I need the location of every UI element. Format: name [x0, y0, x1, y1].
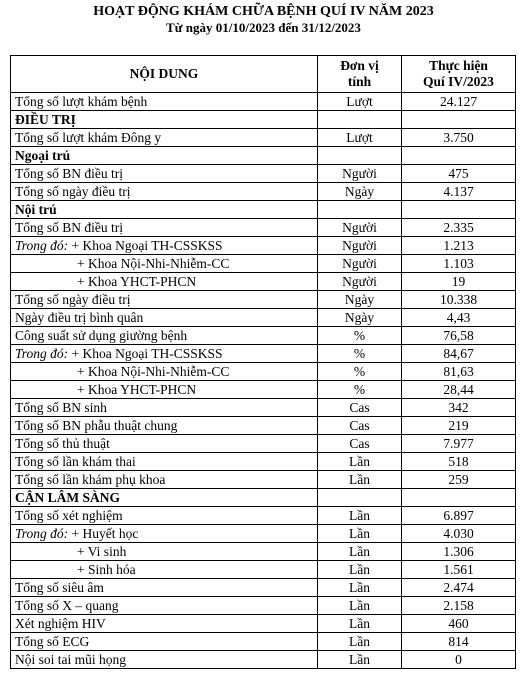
row-label: Ngoại trú: [15, 147, 71, 163]
row-content: [11, 633, 318, 651]
row-unit: Ngày: [318, 309, 402, 327]
section-row: [11, 201, 516, 219]
row-unit: Lần: [318, 507, 402, 525]
row-content: [11, 507, 318, 525]
row-unit: Người: [318, 237, 402, 255]
row-value: 1.561: [402, 561, 516, 579]
row-label: Công suất sử dụng giường bệnh: [15, 327, 188, 343]
row-label: Tổng số ECG: [15, 633, 90, 649]
row-label: + Khoa Nội-Nhi-Nhiễm-CC: [77, 363, 230, 379]
row-content: [11, 183, 318, 201]
row-unit: Cas: [318, 399, 402, 417]
row-unit: [318, 201, 402, 219]
table-row: [11, 525, 516, 543]
row-content: [11, 237, 318, 255]
row-value: 518: [402, 453, 516, 471]
row-unit: Lần: [318, 525, 402, 543]
row-value: 219: [402, 417, 516, 435]
row-label: Ngày điều trị bình quân: [15, 309, 144, 325]
row-unit: Người: [318, 273, 402, 291]
section-row: [11, 489, 516, 507]
row-unit: Cas: [318, 435, 402, 453]
header-value-line2: Quí IV/2023: [423, 74, 494, 89]
table-header-row: [11, 56, 516, 93]
row-value: 2.158: [402, 597, 516, 615]
table-row: [11, 255, 516, 273]
report-title: HOẠT ĐỘNG KHÁM CHỮA BỆNH QUÍ IV NĂM 2023: [93, 4, 434, 19]
row-label: CẬN LÂM SÀNG: [15, 489, 121, 505]
row-value: 0: [402, 651, 516, 669]
row-label: Tổng số X – quang: [15, 597, 119, 613]
table-body: [11, 93, 516, 669]
row-label: Tổng số BN sinh: [15, 399, 107, 415]
table-row: [11, 561, 516, 579]
header-unit-line2: tính: [347, 74, 372, 89]
row-unit: Lượt: [318, 93, 402, 111]
header-value: [402, 56, 516, 93]
row-content: [11, 471, 318, 489]
row-content: [11, 453, 318, 471]
header-value-line1: Thực hiện: [429, 58, 488, 73]
header-content: NỘI DUNG: [11, 56, 318, 93]
row-content: [11, 219, 318, 237]
section-row: [11, 111, 516, 129]
row-unit: Lần: [318, 561, 402, 579]
row-unit: Lần: [318, 597, 402, 615]
table-row: [11, 291, 516, 309]
table-row: [11, 327, 516, 345]
row-value: 2.335: [402, 219, 516, 237]
row-label: Tổng số BN phẫu thuật chung: [15, 417, 178, 433]
row-value: [402, 489, 516, 507]
table-row: [11, 165, 516, 183]
row-content: [11, 561, 318, 579]
table-row: [11, 129, 516, 147]
row-content: [11, 345, 318, 363]
table-row: [11, 93, 516, 111]
row-value: 1.306: [402, 543, 516, 561]
row-content: [11, 327, 318, 345]
row-label: + Khoa Nội-Nhi-Nhiễm-CC: [77, 255, 230, 271]
row-prefix: Trong đó:: [15, 345, 69, 361]
row-label: + Huyết học: [68, 525, 139, 541]
row-value: 475: [402, 165, 516, 183]
row-content: [11, 111, 318, 129]
table-row: [11, 471, 516, 489]
row-label: Tổng số ngày điều trị: [15, 291, 131, 307]
row-content: [11, 255, 318, 273]
row-value: 2.474: [402, 579, 516, 597]
row-unit: %: [318, 345, 402, 363]
row-content: [11, 165, 318, 183]
table-row: [11, 435, 516, 453]
row-value: 259: [402, 471, 516, 489]
table-row: [11, 597, 516, 615]
row-label: Tổng số BN điều trị: [15, 165, 123, 181]
row-label: Tổng số BN điều trị: [15, 219, 123, 235]
table-row: [11, 345, 516, 363]
row-unit: Người: [318, 255, 402, 273]
row-value: 4,43: [402, 309, 516, 327]
row-unit: Lần: [318, 543, 402, 561]
row-content: [11, 579, 318, 597]
row-content: [11, 597, 318, 615]
row-label: Tổng số xét nghiệm: [15, 507, 123, 523]
row-label: + Khoa YHCT-PHCN: [77, 273, 197, 289]
row-unit: Lần: [318, 579, 402, 597]
row-value: 19: [402, 273, 516, 291]
row-unit: [318, 147, 402, 165]
row-content: [11, 615, 318, 633]
row-content: [11, 363, 318, 381]
row-content: [11, 129, 318, 147]
row-unit: Người: [318, 219, 402, 237]
table-row: [11, 219, 516, 237]
table-row: [11, 309, 516, 327]
row-label: Tổng số lượt khám bệnh: [15, 93, 148, 109]
row-content: [11, 651, 318, 669]
row-label: ĐIỀU TRỊ: [15, 111, 76, 127]
row-unit: Lần: [318, 651, 402, 669]
row-value: [402, 111, 516, 129]
row-value: 1.213: [402, 237, 516, 255]
statistics-table: [10, 55, 516, 669]
row-prefix: Trong đó:: [15, 525, 69, 541]
row-value: 1.103: [402, 255, 516, 273]
table-row: [11, 579, 516, 597]
table-row: [11, 453, 516, 471]
row-unit: Lần: [318, 471, 402, 489]
row-unit: Ngày: [318, 183, 402, 201]
row-value: 10.338: [402, 291, 516, 309]
row-content: [11, 147, 318, 165]
row-label: Tổng số ngày điều trị: [15, 183, 131, 199]
row-content: [11, 489, 318, 507]
row-label: + Khoa Ngoại TH-CSSKSS: [68, 237, 223, 253]
row-label: + Khoa Ngoại TH-CSSKSS: [68, 345, 223, 361]
row-label: Xét nghiệm HIV: [15, 615, 106, 631]
row-label: + Sinh hóa: [77, 561, 136, 577]
row-value: 28,44: [402, 381, 516, 399]
row-unit: Cas: [318, 417, 402, 435]
row-value: 6.897: [402, 507, 516, 525]
row-label: Tổng số siêu âm: [15, 579, 104, 595]
row-label: Tổng số lần khám phụ khoa: [15, 471, 166, 487]
table-row: [11, 651, 516, 669]
table-row: [11, 183, 516, 201]
row-value: 84,67: [402, 345, 516, 363]
row-unit: Lần: [318, 615, 402, 633]
row-unit: Người: [318, 165, 402, 183]
table-row: [11, 417, 516, 435]
row-value: 342: [402, 399, 516, 417]
row-value: [402, 201, 516, 219]
row-prefix: Trong đó:: [15, 237, 69, 253]
row-content: [11, 525, 318, 543]
table-row: [11, 399, 516, 417]
row-value: 81,63: [402, 363, 516, 381]
row-content: [11, 435, 318, 453]
row-value: 24.127: [402, 93, 516, 111]
row-unit: [318, 489, 402, 507]
header-unit-line1: Đơn vị: [340, 58, 379, 73]
row-value: [402, 147, 516, 165]
row-label: Tổng số lượt khám Đông y: [15, 129, 162, 145]
row-value: 76,58: [402, 327, 516, 345]
row-unit: Ngày: [318, 291, 402, 309]
row-unit: Lượt: [318, 129, 402, 147]
row-content: [11, 291, 318, 309]
table-row: [11, 363, 516, 381]
row-unit: %: [318, 381, 402, 399]
table-row: [11, 381, 516, 399]
row-content: [11, 543, 318, 561]
row-label: Tổng số lần khám thai: [15, 453, 136, 469]
row-label: Nội trú: [15, 201, 57, 217]
table-row: [11, 615, 516, 633]
table-row: [11, 507, 516, 525]
row-value: 3.750: [402, 129, 516, 147]
row-unit: Lần: [318, 453, 402, 471]
row-content: [11, 273, 318, 291]
row-content: [11, 93, 318, 111]
row-value: 814: [402, 633, 516, 651]
row-content: [11, 309, 318, 327]
section-row: [11, 147, 516, 165]
row-content: [11, 417, 318, 435]
row-label: Tổng số thủ thuật: [15, 435, 110, 451]
row-unit: %: [318, 363, 402, 381]
row-unit: Lần: [318, 633, 402, 651]
table-row: [11, 633, 516, 651]
row-label: + Khoa YHCT-PHCN: [77, 381, 197, 397]
row-label: Nội soi tai mũi họng: [15, 651, 126, 667]
table-row: [11, 273, 516, 291]
row-label: + Vi sinh: [77, 543, 127, 559]
row-value: 4.030: [402, 525, 516, 543]
row-unit: [318, 111, 402, 129]
row-content: [11, 399, 318, 417]
row-value: 460: [402, 615, 516, 633]
row-value: 7.977: [402, 435, 516, 453]
table-row: [11, 237, 516, 255]
row-content: [11, 201, 318, 219]
header-unit: [318, 56, 402, 93]
row-content: [11, 381, 318, 399]
row-value: 4.137: [402, 183, 516, 201]
report-date-range: Từ ngày 01/10/2023 đến 31/12/2023: [166, 20, 361, 35]
row-unit: %: [318, 327, 402, 345]
table-row: [11, 543, 516, 561]
